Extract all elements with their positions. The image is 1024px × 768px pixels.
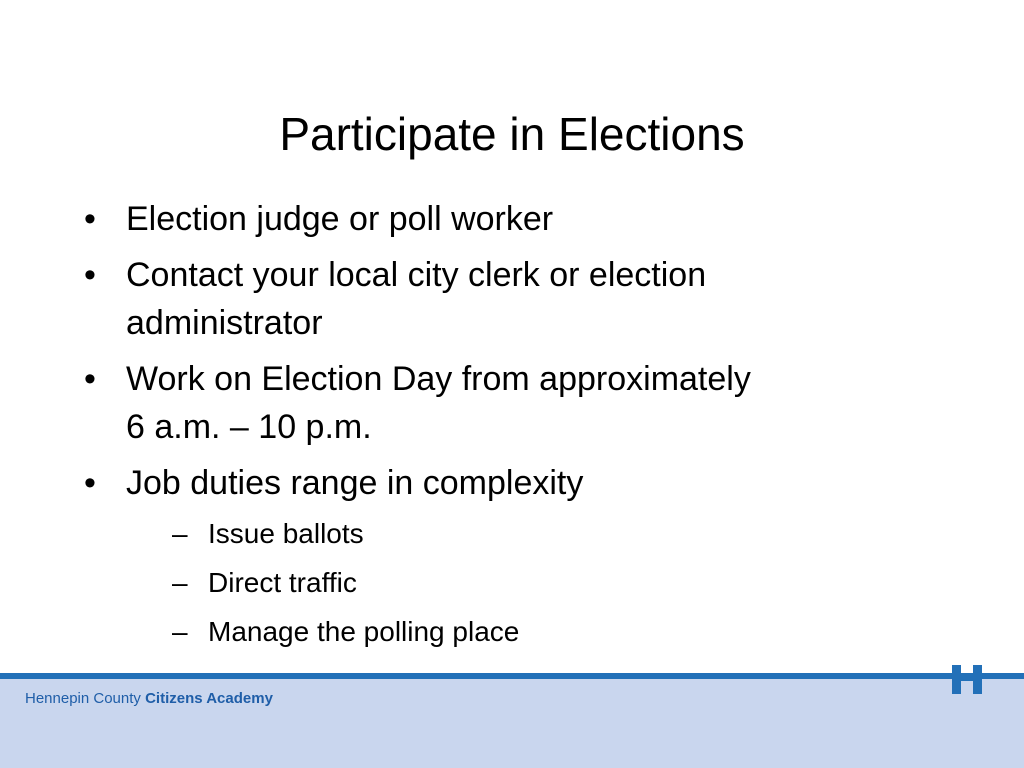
footer-band (0, 673, 1024, 768)
hennepin-h-logo-icon (952, 660, 982, 694)
footer-divider (0, 673, 1024, 679)
bullet-marker: • (84, 360, 96, 398)
bullet-text: Contact your local city clerk or election administrator (126, 256, 707, 342)
subbullet-marker: – (172, 567, 188, 598)
subbullet-item-manage-polling-place (172, 607, 944, 656)
footer-branding (25, 689, 273, 709)
subbullet-item-issue-ballots (172, 509, 944, 558)
bullet-item-election-judge (84, 195, 944, 243)
bullet-text: Work on Election Day from approximately 6 a.m. – 10 p.m. (126, 360, 751, 446)
page-title: Participate in Elections (279, 108, 745, 160)
bullet-item-contact-clerk (84, 251, 944, 347)
subbullet-text: Direct traffic (208, 567, 357, 598)
bullet-item-job-duties (84, 459, 944, 656)
subbullet-list (172, 509, 944, 656)
subbullet-marker: – (172, 616, 188, 647)
bullet-text: Election judge or poll worker (126, 200, 554, 238)
bullet-list (84, 195, 944, 664)
bullet-marker: • (84, 464, 96, 502)
subbullet-item-direct-traffic (172, 558, 944, 607)
bullet-marker: • (84, 200, 96, 238)
subbullet-text: Manage the polling place (208, 616, 520, 647)
bullet-marker: • (84, 256, 96, 294)
subbullet-text: Issue ballots (208, 518, 364, 549)
bullet-text: Job duties range in complexity (126, 464, 584, 502)
subbullet-marker: – (172, 518, 188, 549)
footer-org-name: Hennepin County (25, 690, 141, 707)
bullet-item-work-hours (84, 355, 944, 451)
footer-program-name: Citizens Academy (145, 690, 273, 707)
